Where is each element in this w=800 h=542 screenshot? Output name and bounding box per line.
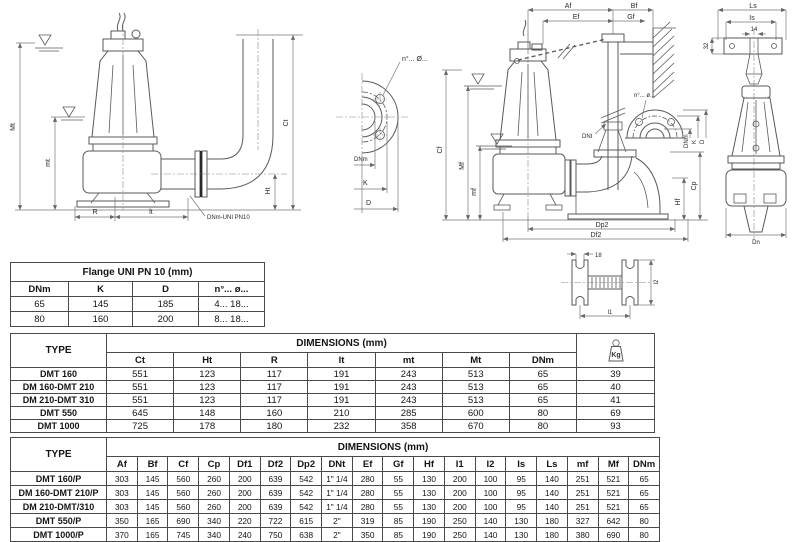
- value-cell: 185: [133, 297, 199, 312]
- value-cell: 210: [308, 407, 375, 420]
- type-cell: DM 210-DMT 310: [11, 394, 107, 407]
- value-cell: 117: [241, 394, 308, 407]
- value-cell: 65: [629, 486, 660, 500]
- value-cell: 303: [107, 472, 138, 486]
- value-cell: 560: [168, 486, 199, 500]
- value-cell: 145: [137, 472, 168, 486]
- type-cell: DM 160-DMT 210: [11, 381, 107, 394]
- column-header: Ct: [107, 353, 174, 368]
- dim-label: 18: [595, 253, 602, 259]
- value-cell: 251: [567, 472, 598, 486]
- dimensions-header: DIMENSIONS (mm): [107, 438, 660, 457]
- column-header: I2: [475, 457, 506, 472]
- value-cell: 80: [629, 528, 660, 542]
- value-cell: 148: [174, 407, 241, 420]
- column-header: DNm: [509, 353, 576, 368]
- column-header: Mf: [598, 457, 629, 472]
- value-cell: 191: [308, 394, 375, 407]
- type-cell: DMT 160: [11, 368, 107, 381]
- value-cell: 117: [241, 368, 308, 381]
- value-cell: 513: [442, 381, 509, 394]
- dim-label: Ht: [265, 187, 272, 195]
- value-cell: 95: [506, 486, 537, 500]
- value-cell: 55: [383, 472, 414, 486]
- table-title-row: [11, 438, 660, 457]
- value-cell: 2": [322, 514, 353, 528]
- type-header: TYPE: [11, 438, 107, 472]
- table-row: [11, 394, 655, 407]
- value-cell: 551: [107, 394, 174, 407]
- installed-pump-drawing: [5, 5, 320, 245]
- table-header-row: [11, 282, 265, 297]
- table-row: [11, 500, 660, 514]
- value-cell: 240: [229, 528, 260, 542]
- value-cell: 260: [199, 486, 230, 500]
- value-cell: 542: [291, 472, 322, 486]
- value-cell: 1" 1/4: [322, 500, 353, 514]
- value-cell: 100: [475, 500, 506, 514]
- value-cell: 340: [199, 514, 230, 528]
- column-header: Cf: [168, 457, 199, 472]
- dim-label: mt: [45, 159, 52, 167]
- value-cell: 370: [107, 528, 138, 542]
- value-cell: 85: [383, 528, 414, 542]
- value-cell: 1" 1/4: [322, 472, 353, 486]
- value-cell: 130: [506, 514, 537, 528]
- value-cell: 123: [174, 381, 241, 394]
- dim-label: R: [92, 209, 98, 216]
- column-header: DNm: [629, 457, 660, 472]
- dim-label: Df2: [590, 232, 602, 239]
- value-cell: 251: [567, 500, 598, 514]
- dim-label: Dn: [752, 240, 760, 246]
- column-header: Is: [506, 457, 537, 472]
- value-cell: 303: [107, 500, 138, 514]
- value-cell: 65: [509, 368, 576, 381]
- value-cell: 521: [598, 472, 629, 486]
- guide-holder-drawing: [555, 248, 685, 330]
- value-cell: 180: [537, 514, 568, 528]
- value-cell: 145: [69, 297, 133, 312]
- value-cell: 80: [509, 407, 576, 420]
- value-cell: 95: [506, 500, 537, 514]
- value-cell: 260: [199, 500, 230, 514]
- value-cell: 200: [444, 472, 475, 486]
- column-header: Bf: [137, 457, 168, 472]
- value-cell: 2": [322, 528, 353, 542]
- value-cell: 55: [383, 500, 414, 514]
- value-cell: 8... 18...: [199, 312, 265, 327]
- dim-label: l2: [654, 279, 660, 285]
- column-header: D: [133, 282, 199, 297]
- value-cell: 65: [509, 381, 576, 394]
- value-cell: 69: [577, 407, 655, 420]
- type-cell: DM 160-DMT 210/P: [11, 486, 107, 500]
- value-cell: 642: [598, 514, 629, 528]
- value-cell: 350: [352, 528, 383, 542]
- value-cell: 65: [629, 500, 660, 514]
- value-cell: 55: [383, 486, 414, 500]
- dim-label: Ls: [749, 3, 757, 10]
- dim-label: lt: [149, 209, 153, 216]
- type-cell: DMT 1000/P: [11, 528, 107, 542]
- value-cell: 639: [260, 486, 291, 500]
- table-row: [11, 514, 660, 528]
- value-cell: 513: [442, 368, 509, 381]
- value-cell: 4... 18...: [199, 297, 265, 312]
- value-cell: 145: [137, 500, 168, 514]
- value-cell: 100: [475, 486, 506, 500]
- value-cell: 200: [229, 500, 260, 514]
- value-cell: 250: [444, 528, 475, 542]
- table-header-row: [11, 457, 660, 472]
- column-header: Cp: [199, 457, 230, 472]
- value-cell: 280: [352, 472, 383, 486]
- value-cell: 41: [577, 394, 655, 407]
- dim-label: 32: [704, 42, 710, 50]
- value-cell: 542: [291, 486, 322, 500]
- type-cell: DMT 550: [11, 407, 107, 420]
- weight-icon: [606, 338, 626, 364]
- table-row: [11, 368, 655, 381]
- dim-label: Cp: [691, 181, 698, 191]
- value-cell: 251: [567, 486, 598, 500]
- value-cell: 39: [577, 368, 655, 381]
- value-cell: 243: [375, 381, 442, 394]
- dim-label: Dp2: [595, 222, 609, 229]
- value-cell: 140: [475, 528, 506, 542]
- type-cell: DMT 550/P: [11, 514, 107, 528]
- dim-label: D: [366, 200, 372, 207]
- value-cell: 725: [107, 420, 174, 433]
- value-cell: 130: [506, 528, 537, 542]
- value-cell: 165: [137, 514, 168, 528]
- value-cell: 180: [241, 420, 308, 433]
- value-cell: 130: [414, 500, 445, 514]
- value-cell: 140: [537, 500, 568, 514]
- column-header: Df1: [229, 457, 260, 472]
- value-cell: 200: [444, 486, 475, 500]
- table-title-row: [11, 263, 265, 282]
- column-header: I1: [444, 457, 475, 472]
- value-cell: 117: [241, 381, 308, 394]
- rear-view-pump-drawing: [698, 2, 798, 248]
- coupling-pump-drawing: [438, 2, 735, 248]
- dim-label: Mf: [459, 162, 466, 170]
- svg-text:Kg: Kg: [610, 351, 621, 359]
- table-header-row: [11, 353, 655, 368]
- value-cell: 750: [260, 528, 291, 542]
- value-cell: 65: [11, 297, 69, 312]
- dim-label: D: [700, 139, 706, 144]
- value-cell: 100: [475, 472, 506, 486]
- column-header: Af: [107, 457, 138, 472]
- dim-label: DNt: [582, 134, 593, 140]
- value-cell: 165: [137, 528, 168, 542]
- value-cell: 80: [11, 312, 69, 327]
- value-cell: 513: [442, 394, 509, 407]
- dim-label: DNm: [684, 134, 690, 148]
- value-cell: 190: [414, 528, 445, 542]
- flange-table: [10, 262, 265, 327]
- dim-label: Mt: [10, 123, 17, 131]
- dim-label: Is: [749, 15, 755, 22]
- column-header: Dp2: [291, 457, 322, 472]
- type-header: TYPE: [11, 334, 107, 368]
- dim-label: K: [692, 139, 698, 144]
- dim-label: Hf: [675, 198, 682, 206]
- value-cell: 358: [375, 420, 442, 433]
- value-cell: 200: [229, 486, 260, 500]
- dimensions-header: DIMENSIONS (mm): [107, 334, 577, 353]
- value-cell: 130: [414, 486, 445, 500]
- value-cell: 670: [442, 420, 509, 433]
- value-cell: 65: [509, 394, 576, 407]
- value-cell: 350: [107, 514, 138, 528]
- column-header: DNm: [11, 282, 69, 297]
- value-cell: 645: [107, 407, 174, 420]
- value-cell: 285: [375, 407, 442, 420]
- value-cell: 80: [629, 514, 660, 528]
- value-cell: 280: [352, 500, 383, 514]
- value-cell: 243: [375, 368, 442, 381]
- value-cell: 145: [137, 486, 168, 500]
- dim-label: Bf: [630, 3, 638, 10]
- value-cell: 160: [241, 407, 308, 420]
- value-cell: 40: [577, 381, 655, 394]
- value-cell: 542: [291, 500, 322, 514]
- value-cell: 319: [352, 514, 383, 528]
- value-cell: 638: [291, 528, 322, 542]
- dim-label: Gf: [627, 14, 635, 21]
- value-cell: 243: [375, 394, 442, 407]
- value-cell: 745: [168, 528, 199, 542]
- value-cell: 95: [506, 472, 537, 486]
- value-cell: 560: [168, 472, 199, 486]
- table-title: Flange UNI PN 10 (mm): [11, 263, 265, 282]
- column-header: lt: [308, 353, 375, 368]
- value-cell: 140: [537, 472, 568, 486]
- type-cell: DM 210-DMT/310: [11, 500, 107, 514]
- value-cell: 690: [598, 528, 629, 542]
- value-cell: 160: [69, 312, 133, 327]
- column-header: Ls: [537, 457, 568, 472]
- value-cell: 639: [260, 500, 291, 514]
- value-cell: 220: [229, 514, 260, 528]
- value-cell: 380: [567, 528, 598, 542]
- value-cell: 327: [567, 514, 598, 528]
- value-cell: 191: [308, 368, 375, 381]
- column-header: mf: [567, 457, 598, 472]
- value-cell: 722: [260, 514, 291, 528]
- overall-dimensions-table: [10, 333, 655, 433]
- dim-label: Ef: [572, 14, 580, 21]
- value-cell: 140: [475, 514, 506, 528]
- table-title-row: [11, 334, 655, 353]
- column-header: K: [69, 282, 133, 297]
- column-header: n°... ø...: [199, 282, 265, 297]
- value-cell: 1" 1/4: [322, 486, 353, 500]
- table-row: [11, 312, 265, 327]
- coupling-dimensions-table: [10, 437, 660, 542]
- column-header: Gf: [383, 457, 414, 472]
- column-header: Mt: [442, 353, 509, 368]
- value-cell: 560: [168, 500, 199, 514]
- dim-label: Cf: [437, 146, 444, 154]
- value-cell: 690: [168, 514, 199, 528]
- dim-label: l1: [607, 310, 613, 316]
- value-cell: 65: [629, 472, 660, 486]
- bolt-note: n°... Ø...: [402, 56, 428, 63]
- value-cell: 190: [414, 514, 445, 528]
- column-header: Hf: [414, 457, 445, 472]
- value-cell: 80: [509, 420, 576, 433]
- value-cell: 521: [598, 486, 629, 500]
- type-cell: DMT 1000: [11, 420, 107, 433]
- table-row: [11, 407, 655, 420]
- value-cell: 639: [260, 472, 291, 486]
- dim-label: DNm: [354, 157, 368, 163]
- dim-label: mf: [471, 188, 478, 196]
- value-cell: 200: [133, 312, 199, 327]
- value-cell: 551: [107, 381, 174, 394]
- value-cell: 140: [537, 486, 568, 500]
- value-cell: 85: [383, 514, 414, 528]
- table-row: [11, 297, 265, 312]
- value-cell: 250: [444, 514, 475, 528]
- weight-header: [577, 334, 655, 368]
- value-cell: 93: [577, 420, 655, 433]
- value-cell: 232: [308, 420, 375, 433]
- dim-label: 14: [750, 27, 758, 33]
- value-cell: 551: [107, 368, 174, 381]
- value-cell: 600: [442, 407, 509, 420]
- flange-note: DNm-UNI PN10: [207, 215, 250, 221]
- value-cell: 521: [598, 500, 629, 514]
- value-cell: 303: [107, 486, 138, 500]
- value-cell: 260: [199, 472, 230, 486]
- value-cell: 280: [352, 486, 383, 500]
- value-cell: 615: [291, 514, 322, 528]
- table-row: [11, 472, 660, 486]
- column-header: DNt: [322, 457, 353, 472]
- column-header: Df2: [260, 457, 291, 472]
- table-row: [11, 381, 655, 394]
- column-header: mt: [375, 353, 442, 368]
- value-cell: 191: [308, 381, 375, 394]
- value-cell: 200: [229, 472, 260, 486]
- dim-label: Ct: [283, 119, 290, 127]
- column-header: R: [241, 353, 308, 368]
- type-cell: DMT 160/P: [11, 472, 107, 486]
- column-header: Ef: [352, 457, 383, 472]
- value-cell: 130: [414, 472, 445, 486]
- column-header: Ht: [174, 353, 241, 368]
- value-cell: 123: [174, 368, 241, 381]
- dim-label: Af: [564, 3, 572, 10]
- bolt-note: n°... ø...: [634, 93, 656, 99]
- table-row: [11, 486, 660, 500]
- value-cell: 180: [537, 528, 568, 542]
- value-cell: 340: [199, 528, 230, 542]
- table-row: [11, 528, 660, 542]
- value-cell: 123: [174, 394, 241, 407]
- table-row: [11, 420, 655, 433]
- value-cell: 200: [444, 500, 475, 514]
- value-cell: 178: [174, 420, 241, 433]
- dim-label: K: [363, 180, 368, 187]
